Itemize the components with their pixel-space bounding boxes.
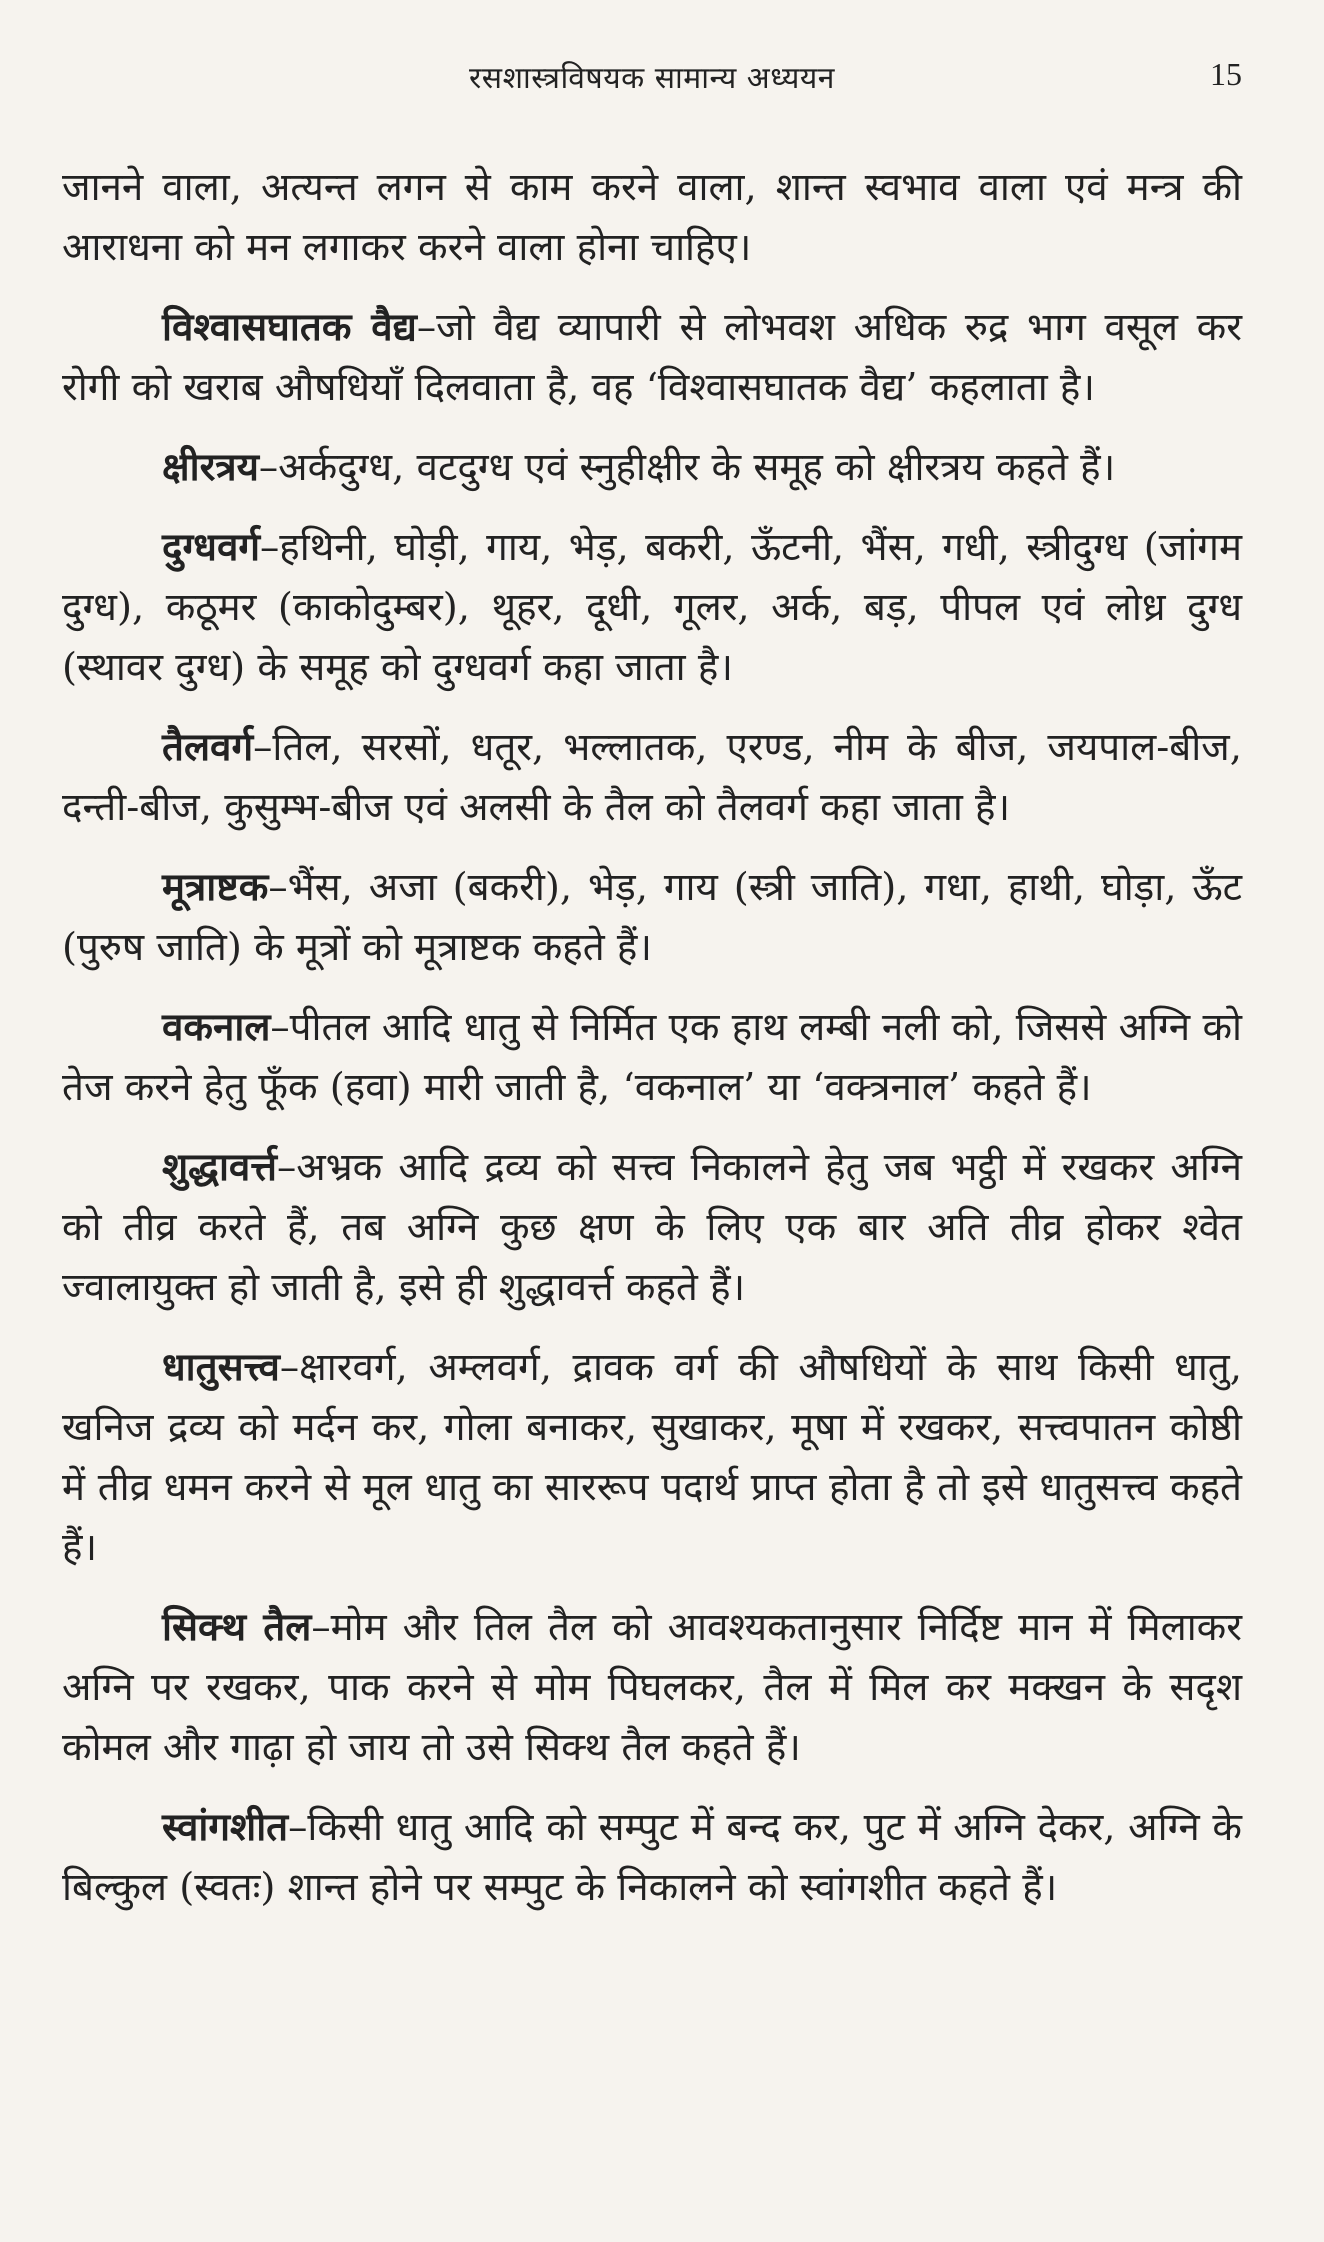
definition-sikth-tail	[62, 1598, 1242, 1778]
definition-text: –मोम और तिल तैल को आवश्यकतानुसार निर्दिष्ट मान में मिलाकर अग्नि पर रखकर, पाक करने से मोम पिघलकर, तैल में मिल कर मक्खन के सदृश कोमल और गाढ़ा हो जाय तो उसे सिक्थ तैल कहते हैं।	[62, 1605, 1242, 1770]
definition-text: –जो वैद्य व्यापारी से लोभवश अधिक रुद्र भाग वसूल कर रोगी को खराब औषधियाँ दिलवाता है, वह ‘विश्वासघातक वैद्य’ कहलाता है।	[62, 305, 1243, 410]
definition-text: –हथिनी, घोड़ी, गाय, भेड़, बकरी, ऊँटनी, भैंस, गधी, स्त्रीदुग्ध (जांगम दुग्ध), कठूमर (काकोदुम्बर), थूहर, दूधी, गूलर, अर्क, बड़, पीपल एवं लोध्र दुग्ध (स्थावर दुग्ध) के समूह को दुग्धवर्ग कहा जाता है।	[62, 525, 1242, 690]
definition-text: –अभ्रक आदि द्रव्य को सत्त्व निकालने हेतु जब भट्ठी में रखकर अग्नि को तीव्र करते हैं, तब अग्नि कुछ क्षण के लिए एक बार अति तीव्र होकर श्वेत ज्वालायुक्त हो जाती है, इसे ही शुद्धावर्त्त कहते हैं।	[62, 1145, 1242, 1310]
definition-mutrashtak	[62, 858, 1242, 978]
definition-term: तैलवर्ग	[162, 725, 254, 770]
book-page	[62, 48, 1242, 2218]
definition-term: स्वांगशीत	[162, 1805, 289, 1850]
definition-text: –पीतल आदि धातु से निर्मित एक हाथ लम्बी नली को, जिससे अग्नि को तेज करने हेतु फूँक (हवा) मारी जाती है, ‘वकनाल’ या ‘वक्त्रनाल’ कहते हैं।	[62, 1005, 1242, 1110]
definition-dhatusattva	[62, 1338, 1242, 1578]
definition-vaknal	[62, 998, 1242, 1118]
paragraph-continuation	[62, 158, 1242, 278]
page-number: 15	[1210, 56, 1242, 92]
running-header	[62, 48, 1242, 118]
definition-text: –तिल, सरसों, धतूर, भल्लातक, एरण्ड, नीम के बीज, जयपाल-बीज, दन्ती-बीज, कुसुम्भ-बीज एवं अलसी के तैल को तैलवर्ग कहा जाता है।	[62, 725, 1242, 830]
definition-term: दुग्धवर्ग	[162, 525, 261, 570]
running-title: रसशास्त्रविषयक सामान्य अध्ययन	[469, 61, 835, 96]
definition-term: सिक्थ तैल	[162, 1605, 312, 1650]
definition-term: शुद्धावर्त्त	[162, 1145, 277, 1190]
definition-term: विश्वासघातक वैद्य	[162, 305, 417, 350]
page-body	[62, 158, 1242, 1918]
definition-swangsheet	[62, 1798, 1242, 1918]
definition-term: मूत्राष्टक	[162, 865, 269, 910]
definition-tailavarga	[62, 718, 1242, 838]
definition-vishvasghatak-vaidya	[62, 298, 1242, 418]
definition-term: धातुसत्त्व	[162, 1345, 280, 1390]
paragraph-text: जानने वाला, अत्यन्त लगन से काम करने वाला, शान्त स्वभाव वाला एवं मन्त्र की आराधना को मन लगाकर करने वाला होना चाहिए।	[62, 165, 1242, 270]
definition-text: –अर्कदुग्ध, वटदुग्ध एवं स्नुहीक्षीर के समूह को क्षीरत्रय कहते हैं।	[258, 445, 1116, 490]
definition-text: –भैंस, अजा (बकरी), भेड़, गाय (स्त्री जाति), गधा, हाथी, घोड़ा, ऊँट (पुरुष जाति) के मूत्रों को मूत्राष्टक कहते हैं।	[62, 865, 1242, 970]
definition-ksheeratraya	[62, 438, 1242, 498]
definition-text: –किसी धातु आदि को सम्पुट में बन्द कर, पुट में अग्नि देकर, अग्नि के बिल्कुल (स्वतः) शान्त होने पर सम्पुट के निकालने को स्वांगशीत कहते हैं।	[62, 1805, 1242, 1910]
definition-shuddhavartta	[62, 1138, 1242, 1318]
definition-term: क्षीरत्रय	[162, 445, 259, 490]
definition-term: वकनाल	[162, 1005, 271, 1050]
definition-text: –क्षारवर्ग, अम्लवर्ग, द्रावक वर्ग की औषधियों के साथ किसी धातु, खनिज द्रव्य को मर्दन कर, गोला बनाकर, सुखाकर, मूषा में रखकर, सत्त्वपातन कोष्ठी में तीव्र धमन करने से मूल धातु का साररूप पदार्थ प्राप्त होता है तो इसे धातुसत्त्व कहते हैं।	[62, 1345, 1242, 1570]
definition-dugdhavarga	[62, 518, 1242, 698]
